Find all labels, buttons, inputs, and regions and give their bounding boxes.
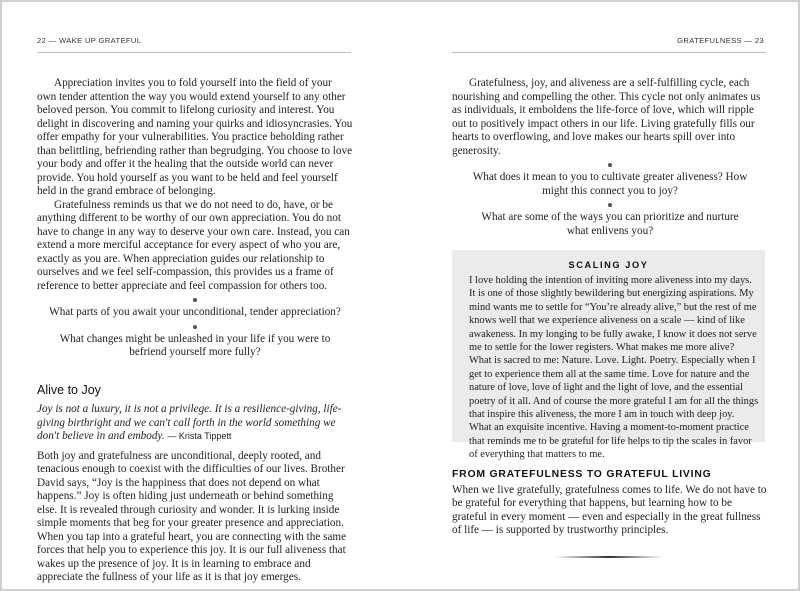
epigraph-quote: Joy is not a luxury, it is not a privilege. It is a resilience-giving, life-giving birthright and we can't call forth in the world something we don't believe in and embody. bbox=[37, 403, 342, 442]
sidebar-title: SCALING JOY bbox=[568, 260, 649, 270]
running-head-right: GRATEFULNESS — 23 bbox=[677, 36, 764, 45]
bullet-separator-icon bbox=[193, 325, 197, 329]
running-head-left: 22 — WAKE UP GRATEFUL bbox=[37, 36, 142, 45]
reflection-question: What changes might be unleashed in your life if you were to befriend yourself more fully? bbox=[59, 332, 331, 358]
epigraph bbox=[37, 403, 353, 444]
header-rule-right bbox=[452, 52, 766, 53]
left-text-block bbox=[37, 77, 353, 585]
section-heading-alive-to-joy: Alive to Joy bbox=[37, 382, 101, 397]
bullet-separator-icon bbox=[608, 163, 612, 167]
subheading-grateful-living: FROM GRATEFULNESS TO GRATEFUL LIVING bbox=[452, 469, 712, 480]
paragraph-gratefulness-reminds: Gratefulness reminds us that we do not need to do, have, or be anything different to be worthy of our own appreciation. You do not have to change in any way to deserve your own care. Instead, you can extend a more merciful acceptance for every aspect of who you are, exactly as you are. When appreciation guides our relationship to ourselves and we feel self-compassion, this provides us a frame of reference to better appreciate and feel compassion for others too. bbox=[37, 198, 350, 292]
right-page bbox=[400, 2, 798, 589]
reflection-question: What does it mean to you to cultivate greater aliveness? How might this connect you to joy? bbox=[472, 171, 748, 197]
sidebar-scaling-joy bbox=[452, 250, 765, 461]
reflection-question: What are some of the ways you can prioritize and nurture what enlivens you? bbox=[481, 211, 739, 237]
bullet-separator-icon bbox=[193, 298, 197, 302]
paragraph-joy-and-gratefulness: Both joy and gratefulness are unconditional, deeply rooted, and tenacious enough to coexist with the difficulties of our lives. Brother David says, “Joy is the happiness that does not depend on what happens.” Joy is often hiding just underneath or behind something else. It is revealed through curiosity and wonder. It is lurking inside simple moments that beg for your greater presence and appreciation. When you tap into a grateful heart, you are connecting with the same forces that help you to experience this joy. It is our full aliveness that wakes up the presence of joy. It is in learning to embrace and appreciate the fullness of your life as it is that joy emerges. bbox=[37, 449, 347, 583]
sidebar-body: I love holding the intention of inviting more aliveness into my days. It is one of those slightly bewildering but energizing aspirations. My mind wants me to settle for “You’re already alive,” but the rest of me knows well that we experience aliveness on a scale — kind of like awakeness. In my longing to be fully awake, I know it does not serve me to settle for the lower registers. What makes me more alive? What is sacred to me: Nature. Love. Light. Poetry. Especially when I get to experience them all at the same time. Love for nature and the nature of love, love of light and the light of love, and the essential poetry of it all. And of course the more grateful I am for all the things that inspire this aliveness, the more I am in touch with deep joy. What an exquisite incentive. Having a moment-to-moment practice that reminds me to be grateful for life helps to tip the scales in favor of everything that matters to me. bbox=[469, 275, 759, 461]
reflection-question: What parts of you await your unconditional, tender appreciation? bbox=[49, 306, 341, 318]
paragraph-live-gratefully: When we live gratefully, gratefulness comes to life. We do not have to be grateful for everything that happens, but learning how to be grateful in every moment — even and especially in the great fullness of life — is supported by trustworthy principles. bbox=[452, 483, 767, 536]
right-text-block-bottom bbox=[452, 468, 768, 538]
epigraph-attribution: — Krista Tippett bbox=[167, 431, 232, 441]
paragraph-appreciation: Appreciation invites you to fold yourself into the field of your own tender attention the way you would extend yourself to any other beloved person. You commit to lifelong curiosity and interest. You delight in discovering and naming your quirks and idiosyncrasies. You offer empathy for your vulnerabilities. You practice beholding rather than belittling, befriending rather than begrudging. You choose to love your body and offer it the healing that the outside world can never provide. You hold yourself as you want to be held and feel yourself held in the grand embrace of belonging. bbox=[37, 77, 353, 197]
bullet-separator-icon bbox=[608, 203, 612, 207]
paragraph-self-fulfilling-cycle: Gratefulness, joy, and aliveness are a self-fulfilling cycle, each nourishing and compelling the other. This cycle not only animates us as individuals, it emboldens the life-force of love, which will ripple out to positively impact others in our life. Living gratefully fills our hearts to overflowing, and love makes our hearts spill over into generosity. bbox=[452, 77, 761, 157]
right-text-block-top bbox=[452, 77, 768, 238]
header-rule-left bbox=[37, 52, 351, 53]
closing-rule bbox=[555, 556, 663, 558]
left-page bbox=[2, 2, 400, 589]
book-spread bbox=[2, 2, 798, 589]
